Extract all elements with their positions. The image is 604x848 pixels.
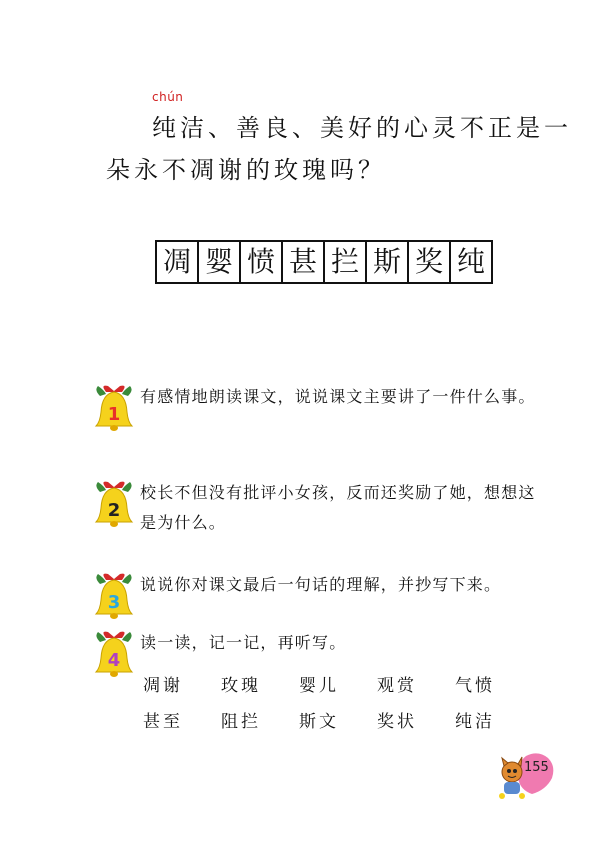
word-item: 斯文 [299, 712, 339, 732]
svg-text:4: 4 [107, 650, 121, 671]
bell-icon [92, 628, 136, 680]
word-item: 观赏 [377, 676, 417, 696]
word-list [143, 672, 543, 736]
word-item: 奖状 [377, 712, 417, 732]
exercise-text: 校长不但没有批评小女孩，反而还奖励了她，想想这是为什么。 [140, 483, 536, 532]
word-item: 气愤 [455, 676, 495, 696]
svg-text:2: 2 [107, 500, 121, 521]
character-cell: 斯 [367, 242, 409, 282]
character-grid [155, 240, 493, 284]
word-item: 纯洁 [455, 712, 495, 732]
bell-icon [92, 478, 136, 530]
character-cell: 凋 [157, 242, 199, 282]
pinyin-annotation: chún [152, 90, 184, 104]
bell-icon [92, 570, 136, 622]
word-item: 玫瑰 [221, 676, 261, 696]
character-cell: 拦 [325, 242, 367, 282]
character-cell: 甚 [283, 242, 325, 282]
svg-text:1: 1 [107, 404, 121, 425]
word-item: 婴儿 [299, 676, 339, 696]
character-cell: 愤 [241, 242, 283, 282]
word-item: 甚至 [143, 712, 183, 732]
character-cell: 奖 [409, 242, 451, 282]
word-item: 阻拦 [221, 712, 261, 732]
bell-icon [92, 382, 136, 434]
page-badge-icon [492, 750, 556, 800]
character-cell: 纯 [451, 242, 493, 282]
passage-line-1: 纯洁、善良、美好的心灵不正是一 [152, 114, 572, 142]
character-cell: 婴 [199, 242, 241, 282]
word-item: 凋谢 [143, 676, 183, 696]
exercise-text: 读一读，记一记，再听写。 [140, 633, 347, 652]
svg-text:3: 3 [107, 592, 121, 613]
passage-line-2: 朵永不凋谢的玫瑰吗？ [106, 156, 386, 184]
exercise-text: 说说你对课文最后一句话的理解，并抄写下来。 [140, 575, 502, 594]
exercise-text: 有感情地朗读课文，说说课文主要讲了一件什么事。 [140, 387, 536, 406]
page-number: 155 [524, 760, 549, 775]
